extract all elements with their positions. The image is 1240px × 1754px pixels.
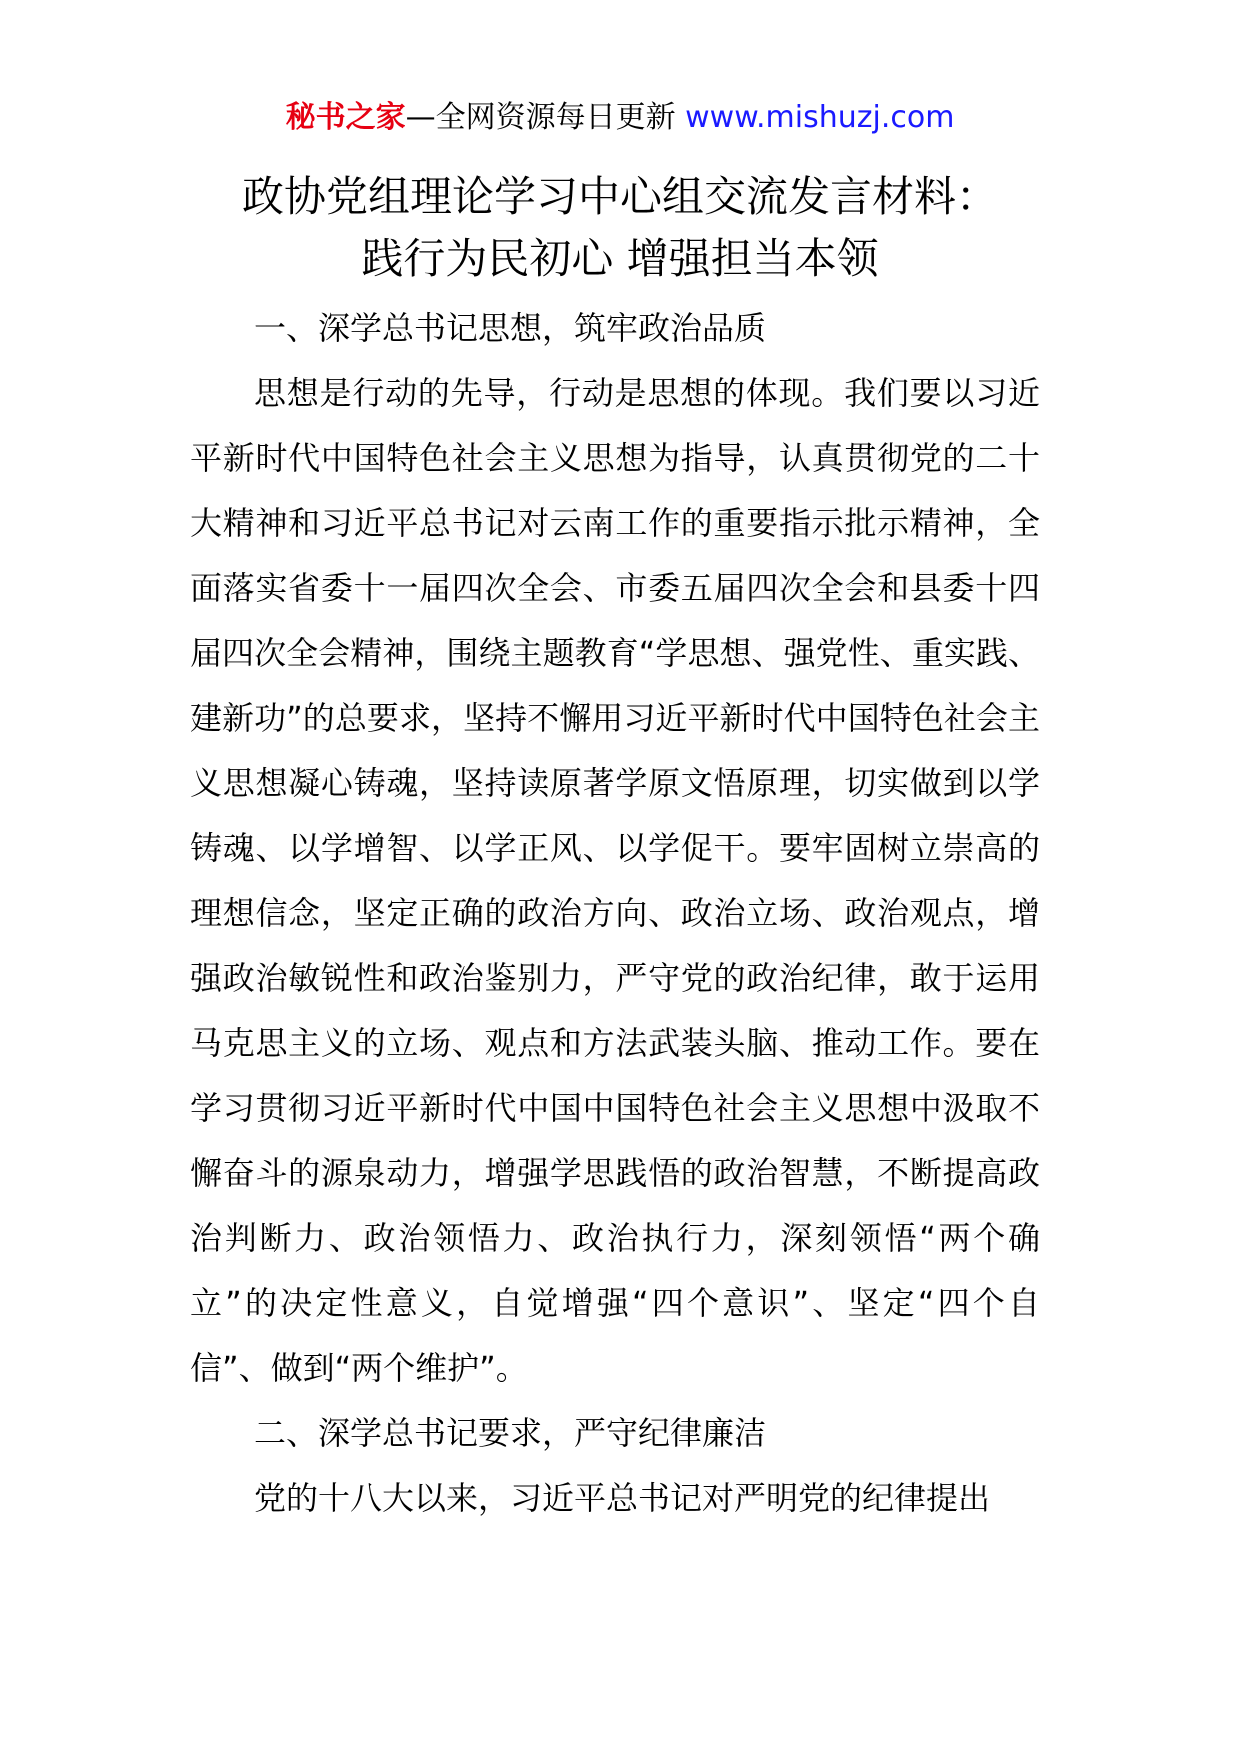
section-heading-2: 二、深学总书记要求，严守纪律廉洁	[254, 1414, 767, 1452]
brand-name: 秘书之家	[285, 100, 406, 135]
title-line-1: 政协党组理论学习中心组交流发言材料：	[241, 172, 998, 221]
document-body	[190, 296, 1040, 1531]
document-title	[0, 166, 1240, 290]
section-paragraph-2: 党的十八大以来，习近平总书记对严明党的纪律提出	[254, 1479, 991, 1517]
section-heading-1: 一、深学总书记思想，筑牢政治品质	[254, 309, 767, 347]
section-paragraph-1: 思想是行动的先导，行动是思想的体现。我们要以习近平新时代中国特色社会主义思想为指导，认真贯彻党的二十大精神和习近平总书记对云南工作的重要指示批示精神，全面落实省委十一届四次全会、市委五届四次全会和县委十四届四次全会精神，围绕主题教育“学思想、强党性、重实践、建新功”的总要求，坚持不懈用习近平新时代中国特色社会主义思想凝心铸魂，坚持读原著学原文悟原理，切实做到以学铸魂、以学增智、以学正风、以学促干。要牢固树立崇高的理想信念，坚定正确的政治方向、政治立场、政治观点，增强政治敏锐性和政治鉴别力，严守党的政治纪律，敢于运用马克思主义的立场、观点和方法武装头脑、推动工作。要在学习贯彻习近平新时代中国中国特色社会主义思想中汲取不懈奋斗的源泉动力，增强学思践悟的政治智慧，不断提高政治判断力、政治领悟力、政治执行力，深刻领悟“两个确立”的决定性意义，自觉增强“四个意识”、坚定“四个自信”、做到“两个维护”。	[190, 374, 1040, 1387]
site-header	[0, 98, 1240, 138]
site-url[interactable]: www.mishuzj.com	[685, 100, 955, 135]
title-line-2: 践行为民初心 增强担当本领	[361, 234, 879, 283]
header-tagline: —全网资源每日更新	[405, 100, 686, 135]
